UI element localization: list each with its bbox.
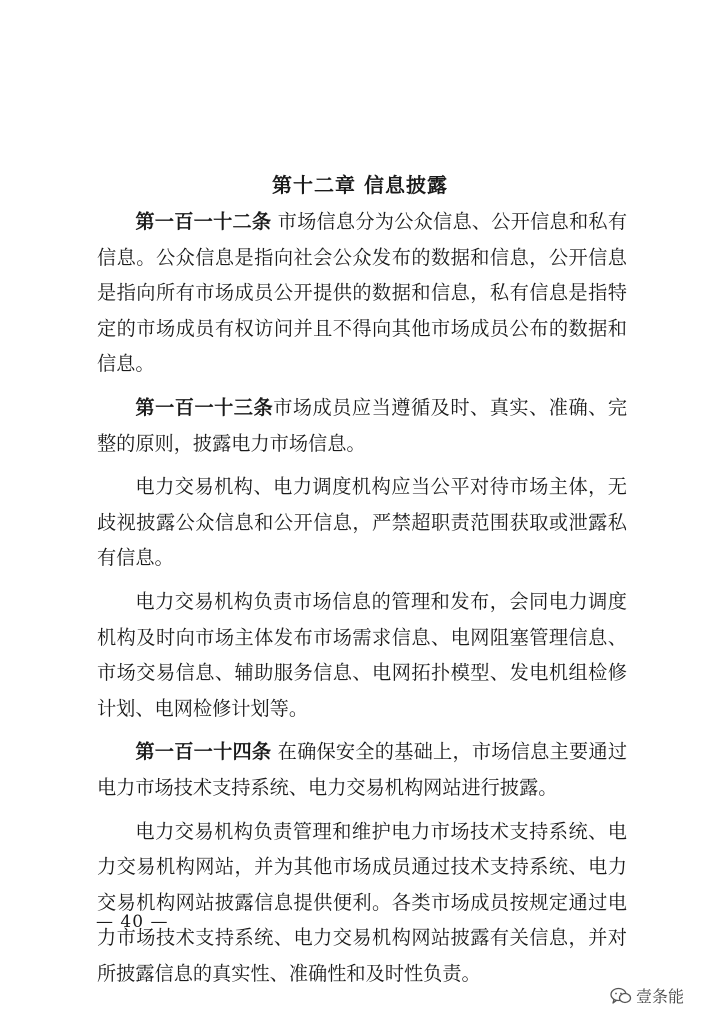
paragraph (97, 469, 627, 576)
paragraph (97, 584, 627, 726)
paragraph-text: 电力交易机构负责管理和维护电力市场技术支持系统、电力交易机构网站，并为其他市场成员通过技术支持系统、电力交易机构网站披露信息提供便利。各类市场成员按规定通过电力市场技术支持系统、电力交易机构网站披露有关信息，并对所披露信息的真实性、准确性和及时性负责。 (97, 819, 627, 985)
watermark-label: 壹条能 (636, 987, 685, 1006)
paragraph-text: 在确保安全的基础上，市场信息主要通过电力市场技术支持系统、电力交易机构网站进行披露。 (97, 740, 628, 799)
article-number: 第一百一十二条 (135, 210, 272, 233)
article-number: 第一百一十三条 (135, 395, 274, 419)
paragraph-article-113 (97, 390, 627, 461)
article-number: 第一百一十四条 (135, 740, 272, 764)
paragraph-text: 市场成员应当遵循及时、真实、准确、完整的原则，披露电力市场信息。 (97, 395, 628, 455)
paragraph-article-112 (97, 204, 627, 382)
paragraph-text: 电力交易机构负责市场信息的管理和发布，会同电力调度机构及时向市场主体发布市场需求信息、电网阻塞管理信息、市场交易信息、辅助服务信息、电网拓扑模型、发电机组检修计划、电网检修计划等。 (97, 589, 627, 720)
paragraph-text: 电力交易机构、电力调度机构应当公平对待市场主体，无歧视披露公众信息和公开信息，严禁超职责范围获取或泄露私有信息。 (97, 475, 627, 570)
document-body (97, 204, 627, 991)
wechat-icon (610, 987, 632, 1005)
watermark (610, 984, 684, 1007)
chapter-title: 第十二章 信息披露 (272, 173, 448, 197)
paragraph-article-114 (97, 734, 627, 805)
paragraph (97, 814, 627, 992)
page-number: — 40 — (96, 912, 169, 932)
paragraph-text: 市场信息分为公众信息、公开信息和私有信息。公众信息是指向社会公众发布的数据和信息，公开信息是指向所有市场成员公开提供的数据和信息，私有信息是指特定的市场成员有权访问并且不得向其他市场成员公布的数据和信息。 (97, 210, 628, 376)
